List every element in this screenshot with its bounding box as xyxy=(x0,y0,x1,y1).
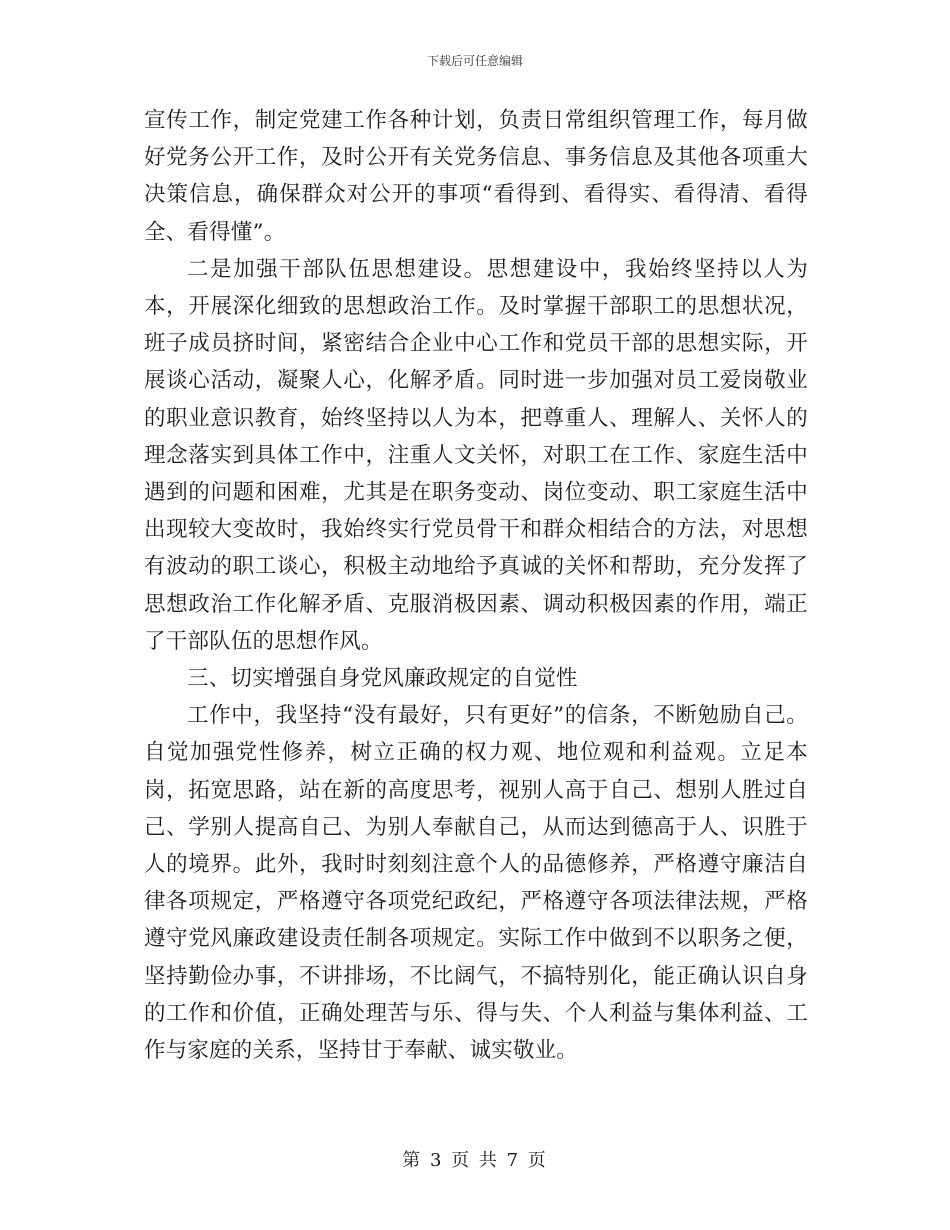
paragraph-self-discipline: 工作中，我坚持“没有最好，只有更好”的信条，不断勉励自己。自觉加强党性修养，树立正确的权力观、地位观和利益观。立足本岗，拓宽思路，站在新的高度思考，视别人高于自己、想别人胜过自己、学别人提高自己、为别人奉献自己，从而达到德高于人、识胜于人的境界。此外，我时时刻刻注意个人的品德修养，严格遵守廉洁自律各项规定，严格遵守各项党纪政纪，严格遵守各项法律法规，严格遵守党风廉政建设责任制各项规定。实际工作中做到不以职务之便，坚持勤俭办事，不讲排场，不比阔气，不搞特别化，能正确认识自身的工作和价值，正确处理苦与乐、得与失、个人利益与集体利益、工作与家庭的关系，坚持甘于奉献、诚实敬业。 xyxy=(144,703,808,1064)
paragraph-cadre-thought-building: 二是加强干部队伍思想建设。思想建设中，我始终坚持以人为本，开展深化细致的思想政治工作。及时掌握干部职工的思想状况，班子成员挤时间，紧密结合企业中心工作和党员干部的思想实际，开展谈心活动，凝聚人心，化解矛盾。同时进一步加强对员工爱岗敬业的职业意识教育，始终坚持以人为本，把尊重人、理解人、关怀人的理念落实到具体工作中，注重人文关怀，对职工在工作、家庭生活中遇到的问题和困难，尤其是在职务变动、岗位变动、职工家庭生活中出现较大变故时，我始终实行党员骨干和群众相结合的方法，对思想有波动的职工谈心，积极主动地给予真诚的关怀和帮助，充分发挥了思想政治工作化解矛盾、克服消极因素、调动积极因素的作用，端正了干部队伍的思想作风。 xyxy=(144,256,808,654)
page-number-footer: 第 3 页 共 7 页 xyxy=(402,1150,548,1171)
page-header-note: 下载后可任意编辑 xyxy=(426,54,523,68)
section-heading-self-discipline: 三、切实增强自身党风廉政规定的自觉性 xyxy=(187,666,578,692)
document-body xyxy=(144,102,808,1069)
paragraph-continuation: 宣传工作，制定党建工作各种计划，负责日常组织管理工作，每月做好党务公开工作，及时公开有关党务信息、事务信息及其他各项重大决策信息，确保群众对公开的事项“看得到、看得实、看得清、看得全、看得懂”。 xyxy=(144,108,808,245)
